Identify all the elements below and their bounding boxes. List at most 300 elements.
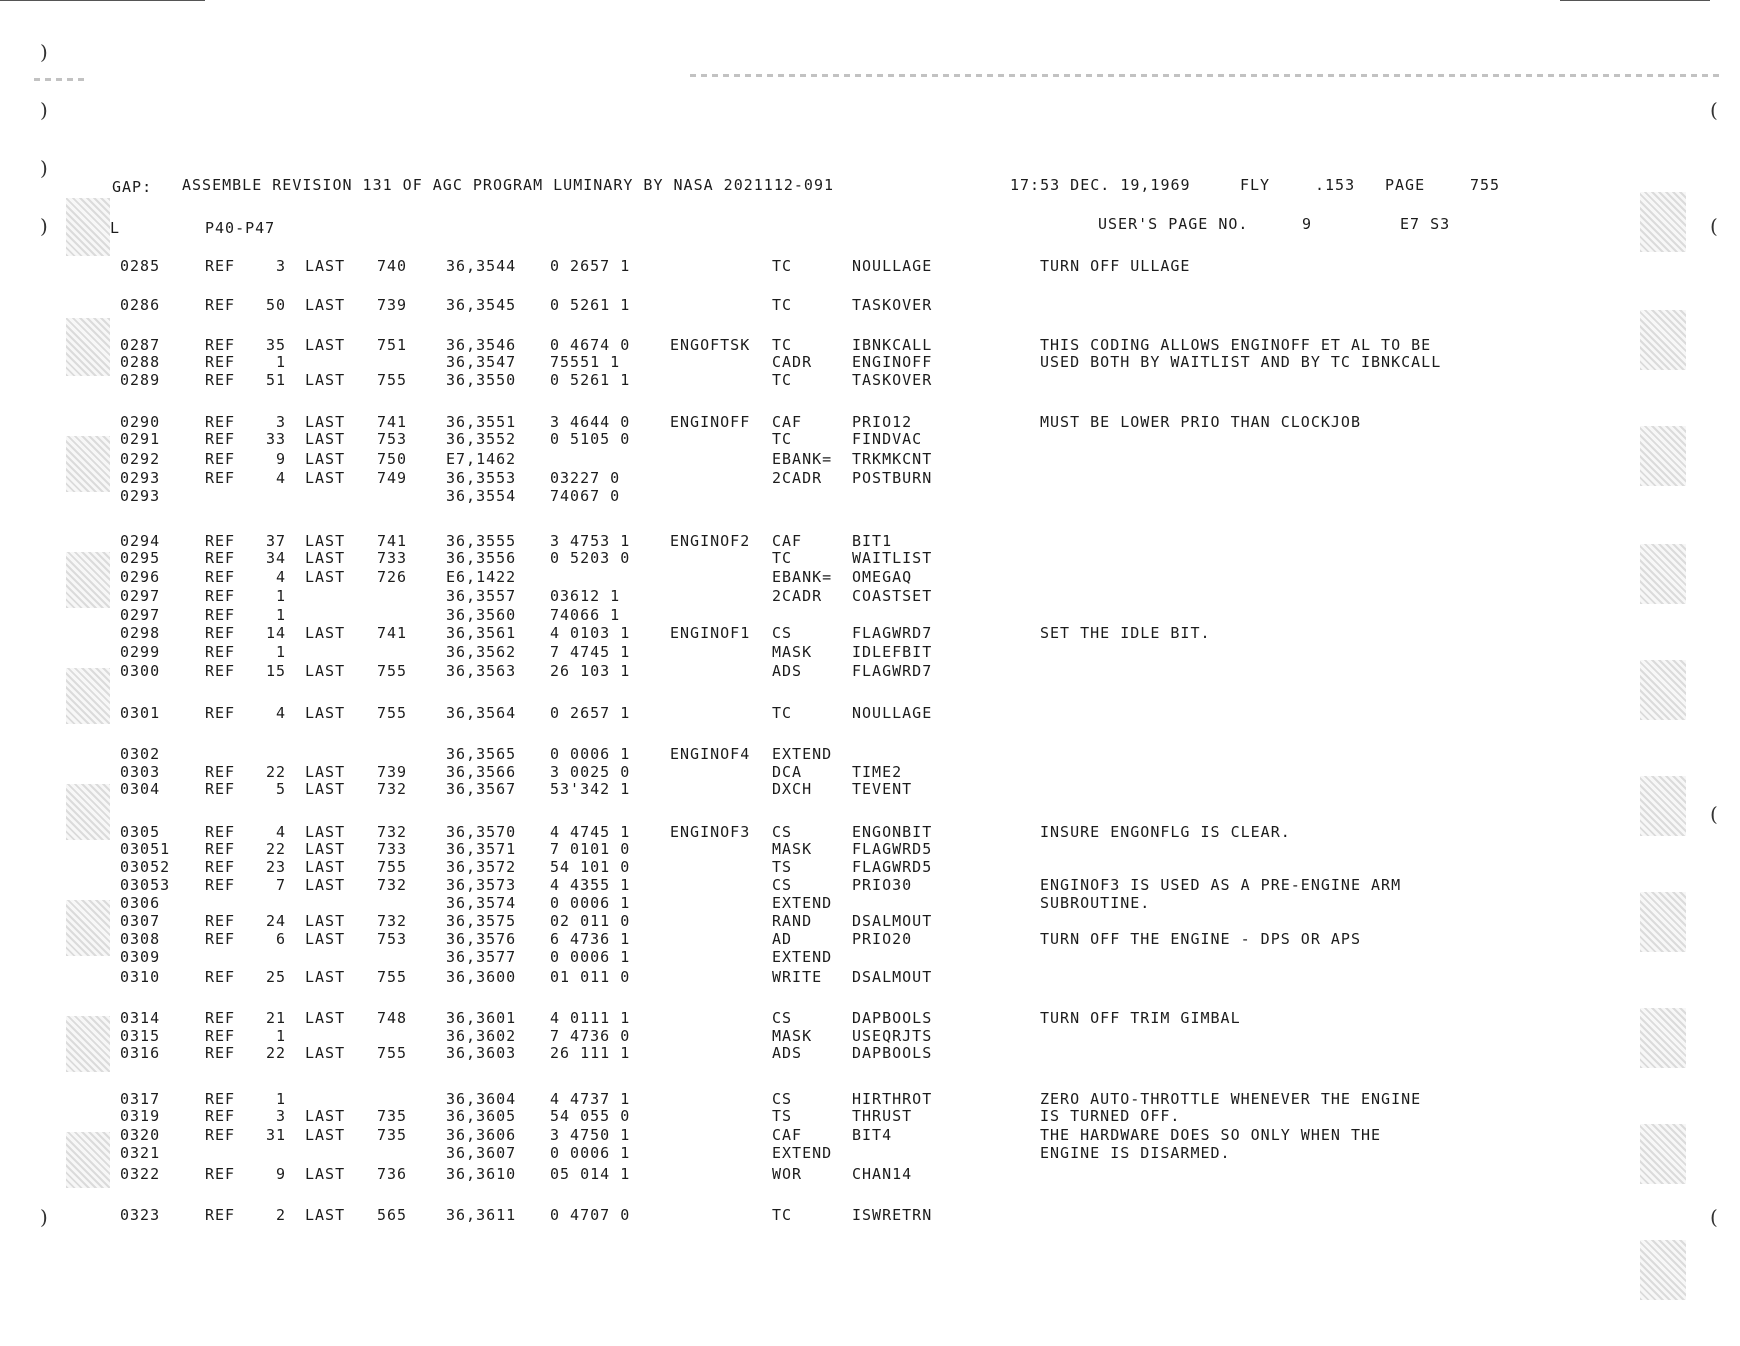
line-number: 03052	[120, 858, 171, 876]
ref-count: 1	[275, 1090, 286, 1108]
last-label: LAST	[305, 549, 346, 567]
listing-row	[0, 968, 1740, 986]
opcode: RAND	[772, 912, 813, 930]
ref-label: REF	[205, 257, 236, 275]
opcode: DCA	[772, 763, 803, 781]
listing-row	[0, 487, 1740, 505]
listing-row	[0, 257, 1740, 275]
ref-label: REF	[205, 336, 236, 354]
header-fly: FLY	[1240, 176, 1271, 194]
ref-count: 3	[275, 413, 286, 431]
line-number: 0323	[120, 1206, 161, 1224]
octal-code: 0 0006 1	[550, 745, 631, 763]
octal-code: 02 011 0	[550, 912, 631, 930]
last-label: LAST	[305, 912, 346, 930]
octal-code: 26 111 1	[550, 1044, 631, 1062]
header-title: ASSEMBLE REVISION 131 OF AGC PROGRAM LUMINARY BY NASA 2021112-091	[182, 176, 834, 194]
line-number: 0321	[120, 1144, 161, 1162]
octal-code: 4 0111 1	[550, 1009, 631, 1027]
address: 36,3552	[446, 430, 517, 448]
address: 36,3561	[446, 624, 517, 642]
header-time-date: 17:53 DEC. 19,1969	[1010, 176, 1191, 194]
symbol-label: ENGINOF4	[670, 745, 751, 763]
line-number: 0317	[120, 1090, 161, 1108]
ref-count: 9	[275, 1165, 286, 1183]
ref-count: 4	[275, 568, 286, 586]
line-number: 0316	[120, 1044, 161, 1062]
last-label: LAST	[305, 296, 346, 314]
address: 36,3601	[446, 1009, 517, 1027]
opcode: MASK	[772, 1027, 813, 1045]
operand: IBNKCALL	[852, 336, 933, 354]
punch-mark: )	[40, 40, 49, 64]
octal-code: 4 0103 1	[550, 624, 631, 642]
ref-label: REF	[205, 450, 236, 468]
listing-row	[0, 763, 1740, 781]
last-page: 748	[377, 1009, 408, 1027]
last-page: 755	[377, 858, 408, 876]
last-page: 755	[377, 704, 408, 722]
line-number: 0299	[120, 643, 161, 661]
ref-label: REF	[205, 662, 236, 680]
ref-count: 4	[275, 469, 286, 487]
comment: INSURE ENGONFLG IS CLEAR.	[1040, 823, 1291, 841]
line-number: 0310	[120, 968, 161, 986]
comment: SUBROUTINE.	[1040, 894, 1151, 912]
listing-row	[0, 643, 1740, 661]
ref-label: REF	[205, 823, 236, 841]
opcode: CAF	[772, 1126, 803, 1144]
listing-row	[0, 587, 1740, 605]
last-page: 753	[377, 930, 408, 948]
last-label: LAST	[305, 624, 346, 642]
operand: FINDVAC	[852, 430, 923, 448]
ref-count: 5	[275, 780, 286, 798]
operand: DAPBOOLS	[852, 1009, 933, 1027]
last-label: LAST	[305, 336, 346, 354]
operand: IDLEFBIT	[852, 643, 933, 661]
comment: USED BOTH BY WAITLIST AND BY TC IBNKCALL	[1040, 353, 1442, 371]
scan-smudge	[1640, 192, 1686, 252]
line-number: 0302	[120, 745, 161, 763]
octal-code: 03612 1	[550, 587, 621, 605]
listing-row	[0, 450, 1740, 468]
opcode: WOR	[772, 1165, 803, 1183]
address: 36,3574	[446, 894, 517, 912]
ref-count: 3	[275, 1107, 286, 1125]
octal-code: 05 014 1	[550, 1165, 631, 1183]
header-page-label: PAGE	[1385, 176, 1426, 194]
address: 36,3605	[446, 1107, 517, 1125]
address: 36,3553	[446, 469, 517, 487]
listing-row	[0, 549, 1740, 567]
address: 36,3562	[446, 643, 517, 661]
symbol-label: ENGINOF2	[670, 532, 751, 550]
header-page-number: 755	[1470, 176, 1501, 194]
line-number: 0292	[120, 450, 161, 468]
opcode: AD	[772, 930, 793, 948]
opcode: CAF	[772, 413, 803, 431]
ref-count: 21	[265, 1009, 286, 1027]
operand: USEQRJTS	[852, 1027, 933, 1045]
opcode: EXTEND	[772, 948, 833, 966]
address: 36,3557	[446, 587, 517, 605]
opcode: TC	[772, 430, 793, 448]
ref-label: REF	[205, 296, 236, 314]
comment: ENGINE IS DISARMED.	[1040, 1144, 1231, 1162]
last-page: 741	[377, 624, 408, 642]
listing-row	[0, 606, 1740, 624]
line-number: 0289	[120, 371, 161, 389]
ref-label: REF	[205, 1090, 236, 1108]
address: 36,3566	[446, 763, 517, 781]
ref-label: REF	[205, 643, 236, 661]
line-number: 0293	[120, 469, 161, 487]
punch-mark: (	[1710, 1205, 1719, 1229]
operand: FLAGWRD7	[852, 624, 933, 642]
ref-label: REF	[205, 413, 236, 431]
last-label: LAST	[305, 568, 346, 586]
last-label: LAST	[305, 257, 346, 275]
address: 36,3544	[446, 257, 517, 275]
comment: TURN OFF TRIM GIMBAL	[1040, 1009, 1241, 1027]
operand: THRUST	[852, 1107, 913, 1125]
operand: BIT4	[852, 1126, 893, 1144]
listing-row	[0, 1009, 1740, 1027]
opcode: TC	[772, 371, 793, 389]
ref-count: 1	[275, 1027, 286, 1045]
ref-count: 35	[265, 336, 286, 354]
operand: ENGONBIT	[852, 823, 933, 841]
octal-code: 4 4745 1	[550, 823, 631, 841]
comment: SET THE IDLE BIT.	[1040, 624, 1211, 642]
last-label: LAST	[305, 413, 346, 431]
line-number: 0293	[120, 487, 161, 505]
address: E6,1422	[446, 568, 517, 586]
comment: TURN OFF THE ENGINE - DPS OR APS	[1040, 930, 1361, 948]
ref-count: 2	[275, 1206, 286, 1224]
line-number: 0304	[120, 780, 161, 798]
operand: DAPBOOLS	[852, 1044, 933, 1062]
ref-count: 31	[265, 1126, 286, 1144]
octal-code: 54 101 0	[550, 858, 631, 876]
last-label: LAST	[305, 930, 346, 948]
last-page: 732	[377, 823, 408, 841]
address: E7,1462	[446, 450, 517, 468]
address: 36,3556	[446, 549, 517, 567]
listing-row	[0, 568, 1740, 586]
line-number: 0320	[120, 1126, 161, 1144]
octal-code: 0 5261 1	[550, 371, 631, 389]
ref-count: 25	[265, 968, 286, 986]
ref-label: REF	[205, 763, 236, 781]
operand: CHAN14	[852, 1165, 913, 1183]
symbol-label: ENGOFTSK	[670, 336, 751, 354]
octal-code: 0 5105 0	[550, 430, 631, 448]
ref-label: REF	[205, 780, 236, 798]
listing-row	[0, 1206, 1740, 1224]
address: 36,3555	[446, 532, 517, 550]
last-label: LAST	[305, 780, 346, 798]
ref-count: 22	[265, 840, 286, 858]
line-number: 0294	[120, 532, 161, 550]
octal-code: 4 4355 1	[550, 876, 631, 894]
address: 36,3575	[446, 912, 517, 930]
operand: TIME2	[852, 763, 903, 781]
opcode: TC	[772, 549, 793, 567]
octal-code: 01 011 0	[550, 968, 631, 986]
opcode: CS	[772, 823, 793, 841]
octal-code: 53'342 1	[550, 780, 631, 798]
line-number: 0306	[120, 894, 161, 912]
last-label: LAST	[305, 450, 346, 468]
last-page: 749	[377, 469, 408, 487]
address: 36,3573	[446, 876, 517, 894]
opcode: MASK	[772, 643, 813, 661]
line-number: 0290	[120, 413, 161, 431]
address: 36,3545	[446, 296, 517, 314]
operand: WAITLIST	[852, 549, 933, 567]
last-page: 741	[377, 413, 408, 431]
last-page: 732	[377, 876, 408, 894]
last-page: 750	[377, 450, 408, 468]
header-tag: GAP:	[112, 178, 153, 196]
last-page: 753	[377, 430, 408, 448]
line-number: 0300	[120, 662, 161, 680]
last-page: 751	[377, 336, 408, 354]
operand: NOULLAGE	[852, 257, 933, 275]
listing-row	[0, 430, 1740, 448]
address: 36,3564	[446, 704, 517, 722]
last-page: 755	[377, 968, 408, 986]
punch-mark: )	[40, 98, 49, 122]
opcode: TS	[772, 1107, 793, 1125]
ref-count: 37	[265, 532, 286, 550]
listing-row	[0, 823, 1740, 841]
ref-label: REF	[205, 1044, 236, 1062]
ref-label: REF	[205, 532, 236, 550]
ref-count: 15	[265, 662, 286, 680]
ref-label: REF	[205, 624, 236, 642]
opcode: EBANK=	[772, 450, 833, 468]
opcode: EBANK=	[772, 568, 833, 586]
listing-row	[0, 745, 1740, 763]
listing-row	[0, 840, 1740, 858]
last-page: 740	[377, 257, 408, 275]
ref-count: 22	[265, 1044, 286, 1062]
address: 36,3570	[446, 823, 517, 841]
octal-code: 3 0025 0	[550, 763, 631, 781]
ref-label: REF	[205, 968, 236, 986]
ref-label: REF	[205, 704, 236, 722]
opcode: TC	[772, 257, 793, 275]
comment: ZERO AUTO-THROTTLE WHENEVER THE ENGINE	[1040, 1090, 1422, 1108]
line-number: 0297	[120, 587, 161, 605]
last-label: LAST	[305, 532, 346, 550]
ref-label: REF	[205, 1165, 236, 1183]
operand: DSALMOUT	[852, 912, 933, 930]
ref-count: 23	[265, 858, 286, 876]
octal-code: 0 2657 1	[550, 257, 631, 275]
opcode: CADR	[772, 353, 813, 371]
opcode: ADS	[772, 1044, 803, 1062]
octal-code: 7 0101 0	[550, 840, 631, 858]
address: 36,3567	[446, 780, 517, 798]
opcode: EXTEND	[772, 1144, 833, 1162]
octal-code: 0 2657 1	[550, 704, 631, 722]
opcode: ADS	[772, 662, 803, 680]
last-label: LAST	[305, 1165, 346, 1183]
listing-row	[0, 469, 1740, 487]
ref-label: REF	[205, 587, 236, 605]
address: 36,3551	[446, 413, 517, 431]
ref-label: REF	[205, 930, 236, 948]
ref-label: REF	[205, 371, 236, 389]
ref-count: 3	[275, 257, 286, 275]
operand: ENGINOFF	[852, 353, 933, 371]
ref-label: REF	[205, 469, 236, 487]
opcode: TC	[772, 704, 793, 722]
last-label: LAST	[305, 968, 346, 986]
last-page: 726	[377, 568, 408, 586]
ref-label: REF	[205, 353, 236, 371]
last-label: LAST	[305, 858, 346, 876]
operand: OMEGAQ	[852, 568, 913, 586]
line-number: 03051	[120, 840, 171, 858]
line-number: 0305	[120, 823, 161, 841]
line-number: 0288	[120, 353, 161, 371]
ref-count: 1	[275, 587, 286, 605]
address: 36,3607	[446, 1144, 517, 1162]
listing-row	[0, 930, 1740, 948]
line-number: 0314	[120, 1009, 161, 1027]
opcode: EXTEND	[772, 894, 833, 912]
operand: FLAGWRD5	[852, 840, 933, 858]
line-number: 0295	[120, 549, 161, 567]
scan-artifact	[690, 74, 1720, 77]
comment: TURN OFF ULLAGE	[1040, 257, 1191, 275]
listing-row	[0, 1090, 1740, 1108]
operand: TEVENT	[852, 780, 913, 798]
user-page-number: 9	[1302, 215, 1313, 233]
opcode: EXTEND	[772, 745, 833, 763]
last-label: LAST	[305, 1206, 346, 1224]
line-number: 0309	[120, 948, 161, 966]
ref-label: REF	[205, 858, 236, 876]
octal-code: 0 4674 0	[550, 336, 631, 354]
opcode: TC	[772, 296, 793, 314]
ref-count: 50	[265, 296, 286, 314]
opcode: CS	[772, 1090, 793, 1108]
ref-count: 1	[275, 606, 286, 624]
symbol-label: ENGINOFF	[670, 413, 751, 431]
last-label: LAST	[305, 840, 346, 858]
address: 36,3610	[446, 1165, 517, 1183]
address: 36,3576	[446, 930, 517, 948]
operand: BIT1	[852, 532, 893, 550]
listing-row	[0, 662, 1740, 680]
last-label: LAST	[305, 704, 346, 722]
last-label: LAST	[305, 371, 346, 389]
ref-label: REF	[205, 912, 236, 930]
address: 36,3600	[446, 968, 517, 986]
ref-count: 1	[275, 353, 286, 371]
listing-row	[0, 1144, 1740, 1162]
line-number: 03053	[120, 876, 171, 894]
symbol-label: ENGINOF1	[670, 624, 751, 642]
ref-count: 33	[265, 430, 286, 448]
scan-smudge	[66, 198, 110, 256]
last-page: 735	[377, 1107, 408, 1125]
ref-label: REF	[205, 1027, 236, 1045]
listing-row	[0, 296, 1740, 314]
address: 36,3602	[446, 1027, 517, 1045]
listing-row	[0, 336, 1740, 354]
listing-row	[0, 912, 1740, 930]
octal-code: 0 4707 0	[550, 1206, 631, 1224]
ref-count: 7	[275, 876, 286, 894]
ref-count: 6	[275, 930, 286, 948]
listing-row	[0, 532, 1740, 550]
listing-row	[0, 780, 1740, 798]
address: 36,3572	[446, 858, 517, 876]
listing-row	[0, 624, 1740, 642]
opcode: CS	[772, 1009, 793, 1027]
operand: PRIO30	[852, 876, 913, 894]
operand: PRIO12	[852, 413, 913, 431]
top-rule-left	[0, 0, 205, 1]
comment: THE HARDWARE DOES SO ONLY WHEN THE	[1040, 1126, 1382, 1144]
octal-code: 26 103 1	[550, 662, 631, 680]
octal-code: 74067 0	[550, 487, 621, 505]
octal-code: 0 5203 0	[550, 549, 631, 567]
ref-label: REF	[205, 549, 236, 567]
opcode: DXCH	[772, 780, 813, 798]
address: 36,3554	[446, 487, 517, 505]
scan-smudge	[1640, 1240, 1686, 1300]
last-label: LAST	[305, 1044, 346, 1062]
last-page: 755	[377, 1044, 408, 1062]
operand: NOULLAGE	[852, 704, 933, 722]
address: 36,3550	[446, 371, 517, 389]
operand: TASKOVER	[852, 296, 933, 314]
octal-code: 3 4644 0	[550, 413, 631, 431]
last-label: LAST	[305, 430, 346, 448]
last-page: 739	[377, 763, 408, 781]
listing-row	[0, 1165, 1740, 1183]
line-number: 0303	[120, 763, 161, 781]
punch-mark: (	[1710, 802, 1719, 826]
last-label: LAST	[305, 1009, 346, 1027]
opcode: 2CADR	[772, 587, 823, 605]
bank-id: E7 S3	[1400, 215, 1451, 233]
opcode: WRITE	[772, 968, 823, 986]
address: 36,3563	[446, 662, 517, 680]
symbol-label: ENGINOF3	[670, 823, 751, 841]
address: 36,3547	[446, 353, 517, 371]
operand: PRIO20	[852, 930, 913, 948]
last-page: 732	[377, 912, 408, 930]
line-number: 0308	[120, 930, 161, 948]
ref-count: 1	[275, 643, 286, 661]
line-number: 0315	[120, 1027, 161, 1045]
ref-label: REF	[205, 840, 236, 858]
operand: ISWRETRN	[852, 1206, 933, 1224]
ref-count: 22	[265, 763, 286, 781]
opcode: 2CADR	[772, 469, 823, 487]
octal-code: 0 0006 1	[550, 894, 631, 912]
last-label: LAST	[305, 763, 346, 781]
